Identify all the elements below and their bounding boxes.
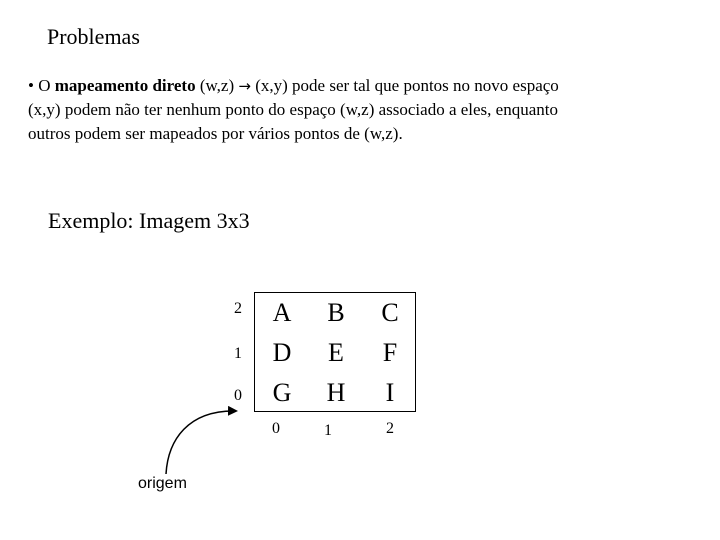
y-label-0: 0 xyxy=(234,387,242,404)
bullet-marker: • xyxy=(28,76,34,95)
example-title: Exemplo: Imagem 3x3 xyxy=(48,208,250,233)
right-arrow-icon: → xyxy=(238,77,251,95)
bullet-text-post: (x,y) pode ser tal que pontos no novo espaço xyxy=(250,76,559,95)
grid-cell-c: C xyxy=(381,298,399,327)
slide-title: Problemas xyxy=(47,24,140,49)
y-label-2: 2 xyxy=(234,300,242,317)
x-label-2: 2 xyxy=(386,420,394,437)
y-label-1: 1 xyxy=(234,345,242,362)
grid-cell-a: A xyxy=(272,298,292,327)
bullet-paragraph xyxy=(28,74,708,146)
bullet-line-1 xyxy=(28,74,708,98)
x-label-1: 1 xyxy=(324,422,332,439)
grid-cell-g: G xyxy=(272,378,292,407)
grid-cell-d: D xyxy=(272,338,292,367)
x-label-0: 0 xyxy=(272,420,280,437)
bullet-bold-term: mapeamento direto xyxy=(54,76,196,95)
grid-cell-e: E xyxy=(328,338,344,367)
bullet-line-2: (x,y) podem não ter nenhum ponto do espaço (w,z) associado a eles, enquanto xyxy=(28,100,558,119)
bullet-text-mid: (w,z) xyxy=(195,76,239,95)
image-grid xyxy=(254,292,416,412)
origin-label: origem xyxy=(138,475,187,492)
grid-cell-i: I xyxy=(385,378,395,407)
grid-cell-f: F xyxy=(382,338,398,367)
grid-cell-h: H xyxy=(326,378,346,407)
grid-cell-b: B xyxy=(327,298,345,327)
bullet-text-pre: O xyxy=(33,76,55,95)
bullet-line-3: outros podem ser mapeados por vários pontos de (w,z). xyxy=(28,124,403,143)
